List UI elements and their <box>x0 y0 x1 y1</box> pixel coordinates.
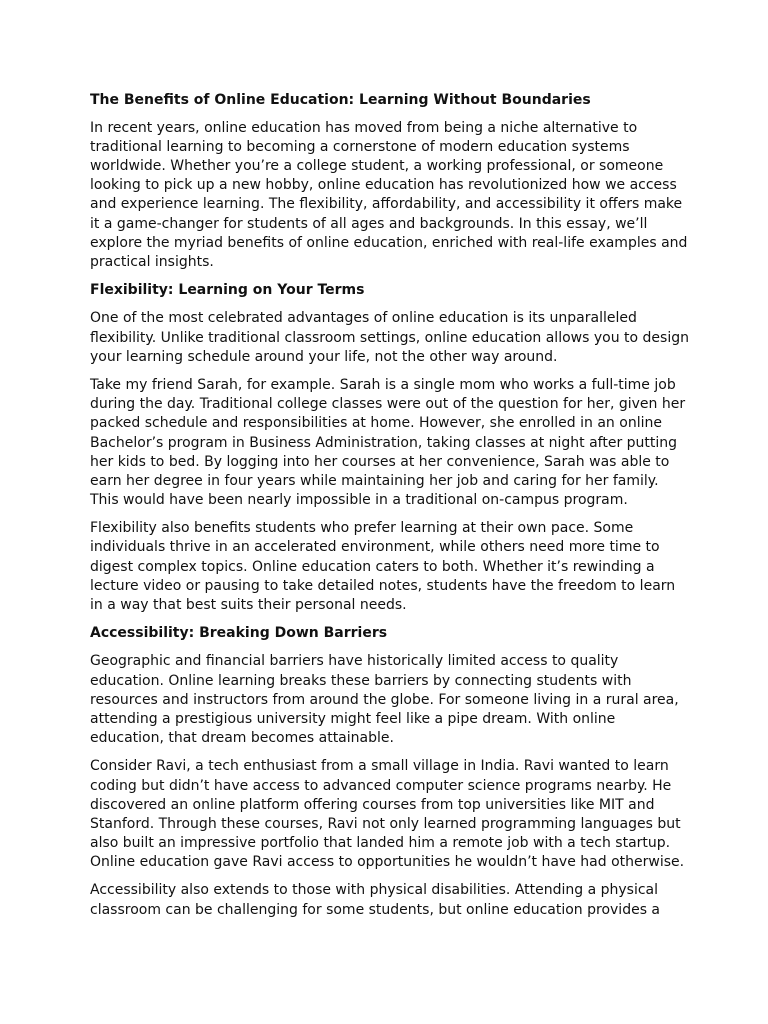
paragraph: Consider Ravi, a tech enthusiast from a small village in India. Ravi wanted to learn coding but didn’t have access to advanced computer science programs nearby. He discovered an online platform offering courses from top universities like MIT and Stanford. Through these courses, Ravi not only learned programming languages but also built an impressive portfolio that landed him a remote job with a tech startup. Online education gave Ravi access to opportunities he wouldn’t have had otherwise. <box>90 758 685 870</box>
paragraph: Flexibility also benefits students who prefer learning at their own pace. Some individuals thrive in an accelerated environment, while others need more time to digest complex topics. Online education caters to both. Whether it’s rewinding a lecture video or pausing to take detailed notes, students have the freedom to learn in a way that best suits their personal needs. <box>90 520 676 613</box>
document-title: The Benefits of Online Education: Learning Without Boundaries <box>90 92 591 108</box>
section-heading-flexibility: Flexibility: Learning on Your Terms <box>90 282 365 299</box>
intro-paragraph: In recent years, online education has moved from being a niche alternative to traditional learning to becoming a cornerstone of modern education systems worldwide. Whether you’re a college student, a working professional, or someone looking to pick up a new hobby, online education has revolutionized how we access and experience learning. The flexibility, affordability, and accessibility it offers make it a game-changer for students of all ages and backgrounds. In this essay, we’ll explore the myriad benefits of online education, enriched with real-life examples and practical insights. <box>90 120 688 270</box>
paragraph: Accessibility also extends to those with physical disabilities. Attending a physical classroom can be challenging for some students, but online education provides a <box>90 882 661 918</box>
document-page <box>90 91 690 929</box>
paragraph: Take my friend Sarah, for example. Sarah is a single mom who works a full-time job during the day. Traditional college classes were out of the question for her, given her packed schedule and responsibilities at home. However, she enrolled in an online Bachelor’s program in Business Administration, taking classes at night after putting her kids to bed. By logging into her courses at her convenience, Sarah was able to earn her degree in four years while maintaining her job and caring for her family. This would have been nearly impossible in a traditional on-campus program. <box>90 377 686 508</box>
section-heading-accessibility: Accessibility: Breaking Down Barriers <box>90 625 388 642</box>
paragraph: One of the most celebrated advantages of online education is its unparalleled flexibility. Unlike traditional classroom settings, online education allows you to design your learning schedule around your life, not the other way around. <box>90 310 689 365</box>
paragraph: Geographic and financial barriers have historically limited access to quality education. Online learning breaks these barriers by connecting students with resources and instructors from around the globe. For someone living in a rural area, attending a prestigious university might feel like a pipe dream. With online education, that dream becomes attainable. <box>90 653 679 746</box>
